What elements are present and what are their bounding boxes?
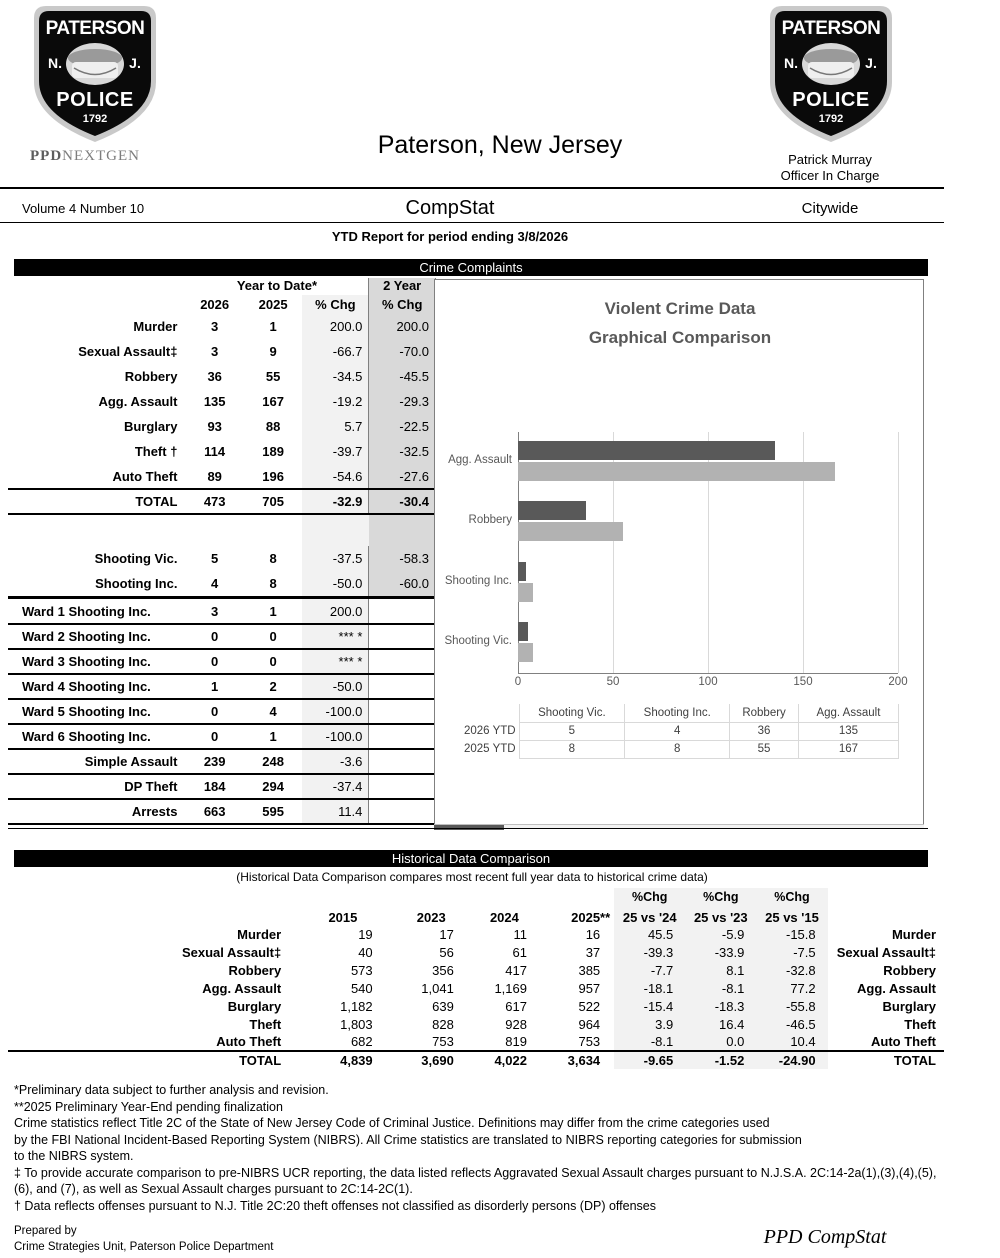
historical-row-label-left: Murder — [237, 926, 282, 942]
chart-category-label: Agg. Assault — [448, 454, 512, 467]
chg-col-3-top: %Chg — [756, 888, 827, 905]
cell-2025: 0 — [244, 649, 302, 674]
cell-pct-chg-2yr: 200.0 — [369, 314, 436, 339]
cell-pct-chg-2yr: -60.0 — [369, 571, 436, 596]
historical-cell-chg-25v15: -46.5 — [756, 1015, 827, 1033]
row-label: Burglary — [123, 419, 178, 434]
cell-pct-chg: -54.6 — [302, 464, 369, 489]
table-row — [8, 364, 436, 389]
historical-cell-2015: 1,182 — [340, 998, 373, 1014]
cell-2025: 1 — [244, 724, 302, 749]
crime-complaints-table — [8, 278, 436, 825]
historical-note: (Historical Data Comparison compares most recent full year data to historical crime data) — [236, 870, 708, 884]
cell-pct-chg-2yr: -22.5 — [369, 414, 436, 439]
hist-col-2025: 2025** — [571, 910, 611, 925]
footnote-line: **2025 Preliminary Year-End pending finalization — [14, 1099, 283, 1114]
row-label: Theft † — [134, 444, 178, 459]
cell-2025: 294 — [244, 774, 302, 799]
chart-x-tick: 50 — [606, 676, 620, 688]
row-label: Ward 4 Shooting Inc. — [8, 674, 185, 699]
historical-cell-2025: 16 — [585, 926, 601, 942]
chart-table-cell: 36 — [730, 722, 799, 740]
cell-pct-chg: -50.0 — [302, 571, 369, 596]
chart-bar-2025-ytd-shootinginc — [518, 583, 533, 602]
historical-cell-2025: 753 — [578, 1034, 601, 1049]
historical-row — [8, 943, 944, 961]
cell-2025: 2 — [244, 674, 302, 699]
cell-2026: 36 — [207, 369, 222, 384]
chg-col-1-top: %Chg — [614, 888, 685, 905]
row-label: Ward 6 Shooting Inc. — [8, 724, 185, 749]
paterson-police-badge-left — [28, 2, 162, 146]
historical-cell-2024: 928 — [505, 1016, 527, 1032]
footnote-line: ‡ To provide accurate comparison to pre-NIBRS UCR reporting, the data listed reflects Aggravated Sexual Assault charges pursuant to N.J.S.A. 2C:14-2a(1),(3),(4),(5), — [14, 1165, 937, 1180]
cell-2025: 248 — [244, 749, 302, 774]
header-divider-top — [0, 187, 944, 189]
chart-data-table — [461, 704, 899, 759]
historical-cell-chg-25v24: -8.1 — [614, 1033, 685, 1051]
historical-cell-2024: 417 — [505, 962, 527, 978]
historical-cell-chg-25v23: 0.0 — [685, 1033, 756, 1051]
brand-rest: NEXTGEN — [62, 148, 140, 164]
section-banner-crime-complaints: Crime Complaints — [14, 259, 928, 276]
chart-table-col-header: Shooting Vic. — [519, 704, 625, 722]
historical-row — [8, 961, 944, 979]
footnote-line: to the NIBRS system. — [14, 1149, 134, 1163]
historical-cell-chg-25v15: -55.8 — [756, 997, 827, 1015]
chart-table-cell: 5 — [519, 722, 625, 740]
chg-col-3-bottom: 25 vs '15 — [756, 905, 827, 925]
historical-row-label-left: Agg. Assault — [202, 980, 282, 996]
cell-2026: 473 — [185, 489, 243, 514]
chart-table-row — [461, 722, 899, 740]
historical-cell-chg-25v23: 16.4 — [685, 1015, 756, 1033]
historical-cell-2025: 37 — [585, 944, 601, 960]
table-row — [8, 414, 436, 439]
chart-table-cell: 8 — [625, 740, 730, 758]
section-divider — [8, 828, 928, 829]
cell-pct-chg: -39.7 — [302, 439, 369, 464]
chart-bar-2026-ytd-robbery — [518, 501, 586, 520]
historical-row-label-right: Sexual Assault‡ — [836, 944, 936, 960]
row-label: Ward 1 Shooting Inc. — [8, 599, 185, 624]
cell-2025: 1 — [244, 599, 302, 624]
historical-cell-chg-25v15: -32.8 — [756, 961, 827, 979]
officer-role: Officer In Charge — [780, 168, 880, 183]
cell-2025: 705 — [244, 489, 302, 514]
cell-2026: 135 — [203, 394, 226, 409]
cell-pct-chg: *** * — [302, 649, 369, 674]
prepared-by-unit: Crime Strategies Unit, Paterson Police Department — [14, 1241, 274, 1253]
historical-row-label-left: Theft — [249, 1016, 282, 1032]
table-row — [8, 314, 436, 339]
compstat-title: CompStat — [405, 197, 495, 219]
cell-2025: 88 — [265, 419, 281, 434]
row-label: Murder — [133, 319, 178, 334]
chart-plot-area — [444, 432, 898, 673]
chart-table-header-row — [461, 704, 899, 722]
cell-pct-chg: -66.7 — [302, 339, 369, 364]
table-row — [8, 439, 436, 464]
hist-col-2015: 2015 — [328, 910, 358, 925]
historical-cell-chg-25v24: 3.9 — [614, 1015, 685, 1033]
cell-2026: 0 — [185, 699, 243, 724]
historical-cell-chg-25v23: -18.3 — [685, 997, 756, 1015]
table-row-ward — [8, 649, 436, 674]
historical-cell-chg-25v23: 8.1 — [685, 961, 756, 979]
table-row — [8, 339, 436, 364]
header-year-to-date: Year to Date* — [236, 278, 318, 293]
chart-category-label: Shooting Inc. — [444, 574, 512, 587]
violent-crime-chart-panel — [434, 279, 924, 827]
cell-2025: 189 — [262, 444, 284, 459]
historical-header-row — [8, 905, 944, 925]
cell-2026: 663 — [185, 799, 243, 824]
table-row-ward — [8, 624, 436, 649]
cell-pct-chg-2yr: -27.6 — [369, 464, 436, 489]
chg-col-2-bottom: 25 vs '23 — [685, 905, 756, 925]
historical-cell-chg-25v24: 45.5 — [614, 925, 685, 943]
cell-2026: 184 — [185, 774, 243, 799]
historical-cell-2023: 639 — [432, 998, 454, 1014]
cell-2026: 93 — [207, 419, 222, 434]
cell-2026: 3 — [211, 319, 219, 334]
historical-cell-2024: 11 — [513, 926, 527, 942]
cell-2026: 4 — [211, 576, 219, 591]
cell-pct-chg: -100.0 — [302, 699, 369, 724]
footnote-line: *Preliminary data subject to further analysis and revision. — [14, 1083, 329, 1097]
cell-2026: 5 — [211, 551, 219, 566]
row-label: Agg. Assault — [98, 394, 178, 409]
cell-2026: 0 — [185, 649, 243, 674]
historical-cell-2023: 753 — [432, 1034, 454, 1049]
cell-2026: 3 — [211, 344, 219, 359]
scope-label: Citywide — [801, 200, 859, 217]
cell-2025: 0 — [244, 624, 302, 649]
cell-2026: 114 — [204, 444, 226, 459]
col-header-pct-chg-2yr: % Chg — [369, 295, 436, 314]
svg-text:N.: N. — [48, 55, 62, 71]
header-divider-bottom — [0, 222, 944, 223]
crime-complaints-table-wrap — [8, 278, 436, 825]
table-row — [8, 389, 436, 414]
historical-cell-2025: 385 — [578, 962, 601, 978]
cell-pct-chg: -3.6 — [302, 749, 369, 774]
chart-title: Violent Crime Data — [604, 299, 756, 318]
chart-x-tick: 150 — [793, 676, 813, 688]
historical-row-label-left: Robbery — [228, 962, 282, 978]
table-row-shooting — [8, 546, 436, 571]
historical-cell-chg-25v15: 77.2 — [756, 979, 827, 997]
row-label: Simple Assault — [8, 749, 185, 774]
svg-text:1792: 1792 — [82, 113, 108, 125]
row-label: Auto Theft — [112, 468, 178, 484]
cell-pct-chg: -100.0 — [302, 724, 369, 749]
chart-table-cell: 135 — [798, 722, 898, 740]
svg-text:1792: 1792 — [818, 113, 844, 125]
table-row-ward — [8, 599, 436, 624]
cell-pct-chg-2yr: -70.0 — [369, 339, 436, 364]
cell-2025: 1 — [269, 319, 277, 334]
historical-cell-2025: 522 — [578, 998, 601, 1014]
prepared-by-label: Prepared by — [14, 1225, 77, 1237]
historical-cell-chg-25v15: -7.5 — [756, 943, 827, 961]
table-row-ward — [8, 724, 436, 749]
cell-2026: 89 — [207, 468, 222, 484]
cell-2026: 0 — [185, 624, 243, 649]
historical-row — [8, 1015, 944, 1033]
table-row-extra — [8, 774, 436, 799]
footnote-line: (6), and (7), as well as Sexual Assault charges pursuant to 2C:14-2C(1). — [14, 1182, 413, 1196]
chart-subtitle: Graphical Comparison — [588, 328, 772, 347]
table-row — [8, 464, 436, 489]
cell-2026: 239 — [185, 749, 243, 774]
historical-cell-2024: 61 — [512, 944, 527, 960]
row-label: DP Theft — [8, 774, 185, 799]
cell-pct-chg: -37.5 — [302, 546, 369, 571]
historical-row — [8, 1033, 944, 1051]
historical-row-label-right: Burglary — [882, 998, 936, 1014]
row-label: Arrests — [8, 799, 185, 824]
chart-category-label: Robbery — [468, 514, 512, 527]
cell-2025: 595 — [244, 799, 302, 824]
cell-2026: 1 — [185, 674, 243, 699]
chart-bar-2025-ytd-robbery — [518, 522, 623, 541]
footnotes — [14, 1082, 989, 1214]
row-label: TOTAL — [8, 489, 185, 514]
row-label: Ward 2 Shooting Inc. — [8, 624, 185, 649]
historical-cell-chg-25v24: -39.3 — [614, 943, 685, 961]
cell-pct-chg-2yr: -29.3 — [369, 389, 436, 414]
cell-2025: 9 — [269, 344, 277, 359]
historical-row-label-left: TOTAL — [8, 1051, 291, 1069]
col-header-pct-chg: % Chg — [302, 295, 369, 314]
historical-cell-chg-25v23: -5.9 — [685, 925, 756, 943]
historical-cell-chg-25v15: -15.8 — [756, 925, 827, 943]
ppd-compstat-brand: PPD CompStat — [763, 1226, 887, 1248]
historical-cell-2023: 17 — [439, 926, 454, 942]
historical-cell-chg-25v15: 10.4 — [756, 1033, 827, 1051]
chg-col-2-top: %Chg — [685, 888, 756, 905]
cell-2026: 0 — [185, 724, 243, 749]
historical-chg-top-header-row — [8, 888, 944, 905]
table-row-extra — [8, 749, 436, 774]
svg-text:PATERSON: PATERSON — [45, 18, 145, 39]
row-label: Sexual Assault‡ — [78, 344, 178, 359]
historical-cell-chg-25v24: -18.1 — [614, 979, 685, 997]
chart-x-axis — [518, 673, 898, 674]
row-label: Shooting Inc. — [95, 576, 178, 591]
chart-gridline — [898, 432, 899, 673]
header-two-year: 2 Year — [369, 278, 436, 295]
historical-cell-2015: 1,803 — [340, 1016, 373, 1032]
section-banner-historical: Historical Data Comparison — [14, 850, 928, 867]
cell-pct-chg-2yr: -45.5 — [369, 364, 436, 389]
table-row-shooting — [8, 571, 436, 596]
chart-table-col-header: Robbery — [730, 704, 799, 722]
chart-bar-2026-ytd-shootingvic — [518, 622, 528, 641]
cell-2025: 8 — [269, 551, 277, 566]
historical-row — [8, 997, 944, 1015]
historical-cell-2024: 617 — [505, 998, 527, 1014]
cell-2025: 55 — [265, 369, 281, 384]
historical-cell-chg-25v15: -24.90 — [756, 1051, 827, 1069]
svg-text:J.: J. — [129, 55, 141, 71]
ytd-report-subtitle: YTD Report for period ending 3/8/2026 — [331, 229, 569, 244]
historical-cell-2023: 56 — [439, 944, 454, 960]
cell-pct-chg: -32.9 — [302, 489, 369, 514]
chart-table-col-header: Agg. Assault — [798, 704, 898, 722]
svg-text:PATERSON: PATERSON — [781, 18, 881, 39]
historical-row — [8, 925, 944, 943]
historical-row-label-left: Auto Theft — [216, 1034, 282, 1049]
historical-cell-chg-25v24: -7.7 — [614, 961, 685, 979]
chart-table-cell: 4 — [625, 722, 730, 740]
footnote-line: by the FBI National Incident-Based Reporting System (NIBRS). All Crime statistics are translated to NIBRS reporting categories for submission — [14, 1132, 802, 1147]
historical-row-label-right: Auto Theft — [871, 1034, 936, 1049]
cell-pct-chg-2yr: -58.3 — [369, 546, 436, 571]
chart-table-cell: 55 — [730, 740, 799, 758]
cell-pct-chg: 200.0 — [302, 599, 369, 624]
table-row-ward — [8, 674, 436, 699]
historical-cell-2015: 40 — [358, 944, 373, 960]
historical-data-table — [8, 888, 944, 1069]
historical-cell-2025: 964 — [578, 1016, 601, 1032]
chart-x-tick: 100 — [698, 676, 718, 688]
table-row-ward — [8, 699, 436, 724]
cell-pct-chg: 5.7 — [302, 414, 369, 439]
row-label: Robbery — [124, 369, 178, 384]
brand-bold: PPD — [30, 148, 63, 164]
col-header-2026: 2026 — [200, 297, 230, 312]
paterson-police-badge-right — [764, 2, 898, 146]
chart-bar-2025-ytd-shootingvic — [518, 643, 533, 662]
historical-cell-chg-25v24: -15.4 — [614, 997, 685, 1015]
chart-table-cell: 167 — [798, 740, 898, 758]
chart-category-label: Shooting Vic. — [444, 634, 512, 647]
svg-text:J.: J. — [865, 55, 877, 71]
historical-cell-2023: 828 — [432, 1016, 454, 1032]
historical-cell-2023: 1,041 — [421, 980, 454, 996]
historical-cell-chg-25v23: -33.9 — [685, 943, 756, 961]
chart-table-cell: 8 — [519, 740, 625, 758]
cell-2025: 196 — [262, 468, 284, 484]
historical-row-label-left: Sexual Assault‡ — [181, 944, 282, 960]
historical-cell-2015: 682 — [350, 1034, 373, 1049]
hist-col-2023: 2023 — [416, 910, 446, 925]
cell-2025: 167 — [262, 394, 284, 409]
cell-pct-chg: -37.4 — [302, 774, 369, 799]
historical-cell-2015: 4,839 — [291, 1051, 394, 1069]
hist-col-2024: 2024 — [489, 910, 519, 925]
historical-cell-2025: 957 — [578, 980, 601, 996]
historical-row-label-right: Robbery — [883, 962, 936, 978]
historical-cell-2015: 573 — [350, 962, 373, 978]
historical-cell-2023: 356 — [432, 962, 454, 978]
historical-row-label-right: Murder — [891, 926, 936, 942]
chart-bar-2026-ytd-aggassault — [518, 441, 775, 460]
cell-pct-chg-2yr: -30.4 — [369, 489, 436, 514]
chart-title-block — [435, 294, 925, 352]
cell-pct-chg: 200.0 — [302, 314, 369, 339]
chart-table-row — [461, 740, 899, 758]
historical-cell-chg-25v23: -8.1 — [685, 979, 756, 997]
cell-pct-chg: 11.4 — [302, 799, 369, 824]
cell-pct-chg: *** * — [302, 624, 369, 649]
footnote-line: † Data reflects offenses pursuant to N.J. Title 2C:20 theft offenses not classified as disorderly persons (DP) offenses — [14, 1198, 656, 1213]
chart-bar-2026-ytd-shootinginc — [518, 562, 526, 581]
chart-bar-2025-ytd-aggassault — [518, 462, 835, 481]
historical-cell-chg-25v23: -1.52 — [685, 1051, 756, 1069]
table-group-header-row — [8, 278, 436, 295]
chart-x-tick: 200 — [888, 676, 908, 688]
table-spacer — [8, 530, 436, 546]
footnote-line: Crime statistics reflect Title 2C of the State of New Jersey Code of Criminal Justice. Definitions may differ from the crime categories used — [14, 1116, 770, 1130]
historical-row-label-right: TOTAL — [828, 1051, 944, 1069]
volume-number: Volume 4 Number 10 — [22, 201, 145, 216]
chart-table-row-header: 2025 YTD — [464, 743, 516, 755]
row-label: Ward 5 Shooting Inc. — [8, 699, 185, 724]
historical-row-total — [8, 1051, 944, 1069]
cell-pct-chg: -19.2 — [302, 389, 369, 414]
historical-row-label-left: Burglary — [227, 998, 282, 1014]
page-title: Paterson, New Jersey — [377, 131, 623, 159]
table-spacer — [8, 514, 436, 530]
row-label: Shooting Vic. — [94, 551, 178, 566]
historical-row — [8, 979, 944, 997]
row-label: Ward 3 Shooting Inc. — [8, 649, 185, 674]
svg-text:POLICE: POLICE — [792, 89, 870, 111]
historical-cell-2024: 819 — [505, 1034, 527, 1049]
cell-pct-chg: -34.5 — [302, 364, 369, 389]
ppd-nextgen-logo — [30, 148, 140, 165]
historical-row-label-right: Theft — [904, 1016, 936, 1032]
cell-pct-chg: -50.0 — [302, 674, 369, 699]
historical-cell-2024: 4,022 — [468, 1051, 541, 1069]
cell-2025: 8 — [269, 576, 277, 591]
historical-row-label-right: Agg. Assault — [857, 980, 936, 996]
officer-name: Patrick Murray — [788, 152, 872, 167]
table-row-extra — [8, 799, 436, 824]
col-header-2025: 2025 — [258, 297, 288, 312]
historical-cell-2024: 1,169 — [494, 980, 527, 996]
cell-2025: 4 — [244, 699, 302, 724]
chart-x-tick: 0 — [514, 676, 522, 688]
chart-table-row-header: 2026 YTD — [464, 725, 516, 737]
table-column-header-row — [8, 295, 436, 314]
chart-table-col-header: Shooting Inc. — [625, 704, 730, 722]
svg-text:POLICE: POLICE — [56, 89, 134, 111]
historical-cell-chg-25v24: -9.65 — [614, 1051, 685, 1069]
historical-cell-2015: 540 — [350, 980, 373, 996]
cell-2026: 3 — [185, 599, 243, 624]
historical-cell-2015: 19 — [358, 926, 373, 942]
svg-text:N.: N. — [784, 55, 798, 71]
historical-cell-2023: 3,690 — [395, 1051, 468, 1069]
cell-pct-chg-2yr: -32.5 — [369, 439, 436, 464]
historical-cell-2025: 3,634 — [541, 1051, 614, 1069]
chg-col-1-bottom: 25 vs '24 — [614, 905, 685, 925]
table-row-total — [8, 489, 436, 514]
